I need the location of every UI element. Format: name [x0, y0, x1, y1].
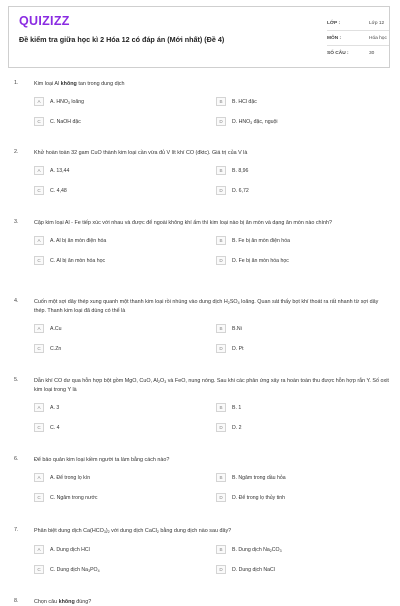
quiz-meta — [327, 16, 389, 60]
answer-option-a[interactable] — [34, 165, 216, 176]
option-text — [50, 475, 90, 481]
question-number: 7. — [14, 527, 19, 533]
text-fragment: với dung dịch CaCl — [109, 528, 157, 534]
text-fragment: A. Al bị ăn mòn điện hóa — [50, 237, 107, 244]
answer-option-c[interactable] — [34, 116, 216, 127]
question-text — [34, 149, 390, 157]
text-fragment: C. Al bị ăn mòn hóa học — [50, 257, 106, 264]
answer-option-d[interactable] — [216, 564, 398, 575]
text-fragment: Chọn câu — [34, 599, 59, 605]
text-fragment: A. HNO — [50, 98, 68, 105]
option-letter-box: B — [216, 236, 226, 245]
text-fragment: CO — [271, 546, 280, 553]
question-text — [34, 377, 390, 394]
option-letter-box: D — [216, 423, 226, 432]
answer-option-c[interactable] — [34, 343, 216, 354]
text-fragment: bằng dung dịch nào sau đây? — [158, 528, 232, 534]
answer-option-c[interactable] — [34, 185, 216, 196]
text-fragment: B. HCl đặc — [232, 98, 257, 105]
option-text — [50, 168, 69, 174]
text-fragment: loãng — [69, 98, 85, 105]
answer-option-b[interactable] — [216, 544, 398, 555]
text-fragment: 3 — [88, 568, 91, 573]
text-fragment: PO — [90, 566, 98, 573]
question-number: 3. — [14, 219, 19, 225]
text-fragment: A. Dung dịch HCl — [50, 546, 90, 553]
option-letter-box: A — [34, 97, 44, 106]
meta-label: MÔN : — [327, 35, 342, 41]
option-letter-box: D — [216, 344, 226, 353]
text-fragment: D. Để trong lọ thủy tinh — [232, 494, 286, 501]
text-fragment: D. Pt — [232, 345, 244, 352]
answer-option-c[interactable] — [34, 255, 216, 266]
text-fragment: A.Cu — [50, 325, 62, 332]
option-letter-box: B — [216, 324, 226, 333]
answer-options — [34, 544, 392, 575]
option-text — [232, 475, 286, 481]
text-fragment: B. Ngâm trong dầu hỏa — [232, 474, 286, 481]
question-1 — [14, 80, 392, 127]
option-letter-box: A — [34, 324, 44, 333]
meta-label: LỚP : — [327, 20, 341, 26]
option-letter-box: D — [216, 565, 226, 574]
text-fragment: loãng. Quan sát thấy bọt khí thoát ra rất nhanh từ sợi dây thép. Thanh kim loại đã dùng có thể là — [34, 299, 379, 314]
option-letter-box: D — [216, 493, 226, 502]
answer-option-a[interactable] — [34, 323, 216, 334]
option-text — [232, 99, 257, 105]
meta-row-count — [327, 46, 389, 60]
meta-value: 30 — [369, 50, 375, 56]
question-number: 4. — [14, 298, 19, 304]
text-fragment: 3 — [164, 380, 167, 384]
option-letter-box: A — [34, 166, 44, 175]
text-fragment: Kim loại Al — [34, 81, 61, 87]
answer-option-d[interactable] — [216, 343, 398, 354]
answer-option-a[interactable] — [34, 235, 216, 246]
question-2 — [14, 149, 392, 196]
text-fragment: Để bảo quản kim loại kiềm người ta làm bằng cách nào? — [34, 457, 170, 463]
text-fragment: đúng? — [74, 599, 92, 605]
question-text — [34, 219, 390, 227]
question-8 — [14, 598, 392, 606]
option-letter-box: C — [34, 565, 44, 574]
text-fragment: O — [160, 378, 165, 384]
answer-options — [34, 472, 392, 503]
option-text — [232, 258, 289, 264]
question-number: 8. — [14, 598, 19, 604]
text-fragment: C.Zn — [50, 345, 62, 352]
text-fragment: D. 6,72 — [232, 187, 249, 194]
text-fragment: A. 3 — [50, 404, 60, 411]
option-text — [50, 326, 62, 332]
option-text — [50, 188, 67, 194]
option-letter-box: B — [216, 97, 226, 106]
question-7 — [14, 527, 392, 575]
question-number: 6. — [14, 456, 19, 462]
question-text — [34, 298, 390, 315]
question-3 — [14, 219, 392, 266]
option-text — [50, 346, 61, 352]
text-fragment: Khử hoàn toàn 32 gam CuO thành kim loại cần vừa đủ V lít khí CO (đktc). Giá trị của V là — [34, 150, 248, 156]
text-fragment: và FeO, nung nóng. Sau khi các phản ứng xảy ra hoàn toàn thu được hỗn hợp rắn Y. Số oxit kim loại trong Y là — [34, 378, 389, 393]
option-text — [232, 567, 275, 573]
option-letter-box: D — [216, 117, 226, 126]
question-text — [34, 527, 390, 536]
text-fragment: không — [60, 81, 77, 87]
answer-option-d[interactable] — [216, 492, 398, 503]
question-number: 1. — [14, 80, 19, 86]
answer-option-c[interactable] — [34, 564, 216, 575]
meta-row-grade — [327, 16, 389, 31]
option-text — [232, 238, 290, 244]
question-text — [34, 80, 390, 88]
text-fragment: 4 — [97, 568, 100, 573]
text-fragment: 3 — [67, 100, 70, 105]
text-fragment: B. 1 — [232, 404, 242, 411]
answer-option-d[interactable] — [216, 422, 398, 433]
quiz-header — [8, 6, 390, 68]
answer-options — [34, 235, 392, 266]
answer-option-a[interactable] — [34, 472, 216, 483]
text-fragment: 3 — [250, 120, 253, 125]
text-fragment: ) — [105, 528, 108, 534]
option-text — [232, 168, 248, 174]
text-fragment: 3 — [279, 548, 282, 553]
text-fragment: C. Dung dịch Na — [50, 566, 89, 573]
question-number: 2. — [14, 149, 19, 155]
option-text — [50, 495, 98, 501]
meta-row-subject — [327, 31, 389, 46]
option-text — [232, 346, 244, 352]
option-text — [50, 547, 90, 553]
option-text — [50, 119, 81, 125]
text-fragment: D. 2 — [232, 424, 242, 431]
text-fragment: D. Fe bị ăn mòn hóa học — [232, 257, 289, 264]
question-text — [34, 598, 390, 606]
option-letter-box: B — [216, 166, 226, 175]
option-letter-box: A — [34, 473, 44, 482]
option-text — [50, 405, 59, 411]
option-text — [50, 238, 106, 244]
option-letter-box: A — [34, 403, 44, 412]
quiz-title: Đề kiểm tra giữa học kì 2 Hóa 12 có đáp án (Mới nhất) (Đề 4) — [19, 35, 225, 44]
question-4 — [14, 298, 392, 354]
option-letter-box: C — [34, 256, 44, 265]
meta-value: Lớp 12 — [369, 20, 385, 26]
option-letter-box: D — [216, 256, 226, 265]
meta-label: SỐ CÂU : — [327, 50, 349, 56]
answer-options — [34, 402, 392, 433]
text-fragment: tan trong dung dịch — [76, 81, 125, 87]
question-number: 5. — [14, 377, 19, 383]
answer-option-c[interactable] — [34, 492, 216, 503]
text-fragment: 3 — [103, 530, 106, 534]
text-fragment: Cặp kim loại Al - Fe tiếp xúc với nhau và được để ngoài không khí ẩm thì kim loại nào bị ăn mòn và dạng ăn mòn nào chính? — [34, 220, 333, 226]
option-text — [232, 425, 242, 431]
text-fragment: không — [58, 599, 75, 605]
text-fragment: Phân biệt dung dịch Ca(HCO — [34, 528, 104, 534]
answer-options — [34, 323, 392, 354]
option-letter-box: A — [34, 545, 44, 554]
text-fragment: D. HNO — [232, 118, 251, 125]
option-letter-box: B — [216, 403, 226, 412]
answer-option-b[interactable] — [216, 472, 398, 483]
answer-options — [34, 96, 392, 127]
answer-option-d[interactable] — [216, 185, 398, 196]
text-fragment: 2 — [158, 380, 161, 384]
option-text — [50, 258, 105, 264]
answer-option-b[interactable] — [216, 402, 398, 413]
text-fragment: Dẫn khí CO dư qua hỗn hợp bột gồm MgO, CuO, Al — [34, 378, 159, 384]
text-fragment: B. Fe bị ăn mòn điện hóa — [232, 237, 290, 244]
answer-option-a[interactable] — [34, 96, 216, 107]
option-letter-box: C — [34, 493, 44, 502]
option-letter-box: C — [34, 186, 44, 195]
text-fragment: B. Dung dịch Na — [232, 546, 270, 553]
quizizz-logo: QUIZIZZ — [19, 14, 70, 28]
text-fragment: Cuốn một sợi dây thép xung quanh một thanh kim loại rồi nhúng vào dung dịch H — [34, 299, 228, 305]
answer-option-a[interactable] — [34, 544, 216, 555]
question-text — [34, 456, 390, 464]
answer-option-d[interactable] — [216, 255, 398, 266]
option-letter-box: C — [34, 117, 44, 126]
option-text — [232, 326, 242, 332]
option-text — [50, 567, 100, 573]
option-text — [50, 425, 60, 431]
text-fragment: C. Ngâm trong nước — [50, 494, 98, 501]
question-5 — [14, 377, 392, 433]
answer-option-b[interactable] — [216, 165, 398, 176]
answer-option-c[interactable] — [34, 422, 216, 433]
text-fragment: C. 4,48 — [50, 187, 67, 194]
option-letter-box: B — [216, 473, 226, 482]
text-fragment: đặc, nguội — [252, 118, 278, 125]
option-letter-box: C — [34, 423, 44, 432]
option-letter-box: D — [216, 186, 226, 195]
answer-option-b[interactable] — [216, 235, 398, 246]
answer-option-b[interactable] — [216, 96, 398, 107]
question-6 — [14, 456, 392, 503]
answer-option-b[interactable] — [216, 323, 398, 334]
answer-option-d[interactable] — [216, 116, 398, 127]
text-fragment: A. 13,44 — [50, 167, 70, 174]
text-fragment: 2 — [269, 548, 272, 553]
option-text — [232, 119, 278, 125]
answer-option-a[interactable] — [34, 402, 216, 413]
option-text — [232, 405, 241, 411]
option-text — [232, 547, 282, 553]
text-fragment: 2 — [107, 530, 110, 534]
text-fragment: 4 — [237, 301, 240, 305]
answer-options — [34, 165, 392, 196]
option-text — [50, 99, 84, 105]
meta-value: Hóa học — [369, 35, 387, 41]
text-fragment: SO — [229, 299, 238, 305]
text-fragment: A. Để trong lọ kín — [50, 474, 91, 481]
text-fragment: D. Dung dịch NaCl — [232, 566, 275, 573]
text-fragment: 2 — [156, 530, 159, 534]
text-fragment: B.Ni — [232, 325, 242, 332]
option-letter-box: A — [34, 236, 44, 245]
option-text — [232, 495, 285, 501]
text-fragment: C. 4 — [50, 424, 60, 431]
option-text — [232, 188, 249, 194]
option-letter-box: B — [216, 545, 226, 554]
option-letter-box: C — [34, 344, 44, 353]
text-fragment: C. NaOH đặc — [50, 118, 81, 125]
text-fragment: B. 8,96 — [232, 167, 249, 174]
text-fragment: 2 — [227, 301, 230, 305]
